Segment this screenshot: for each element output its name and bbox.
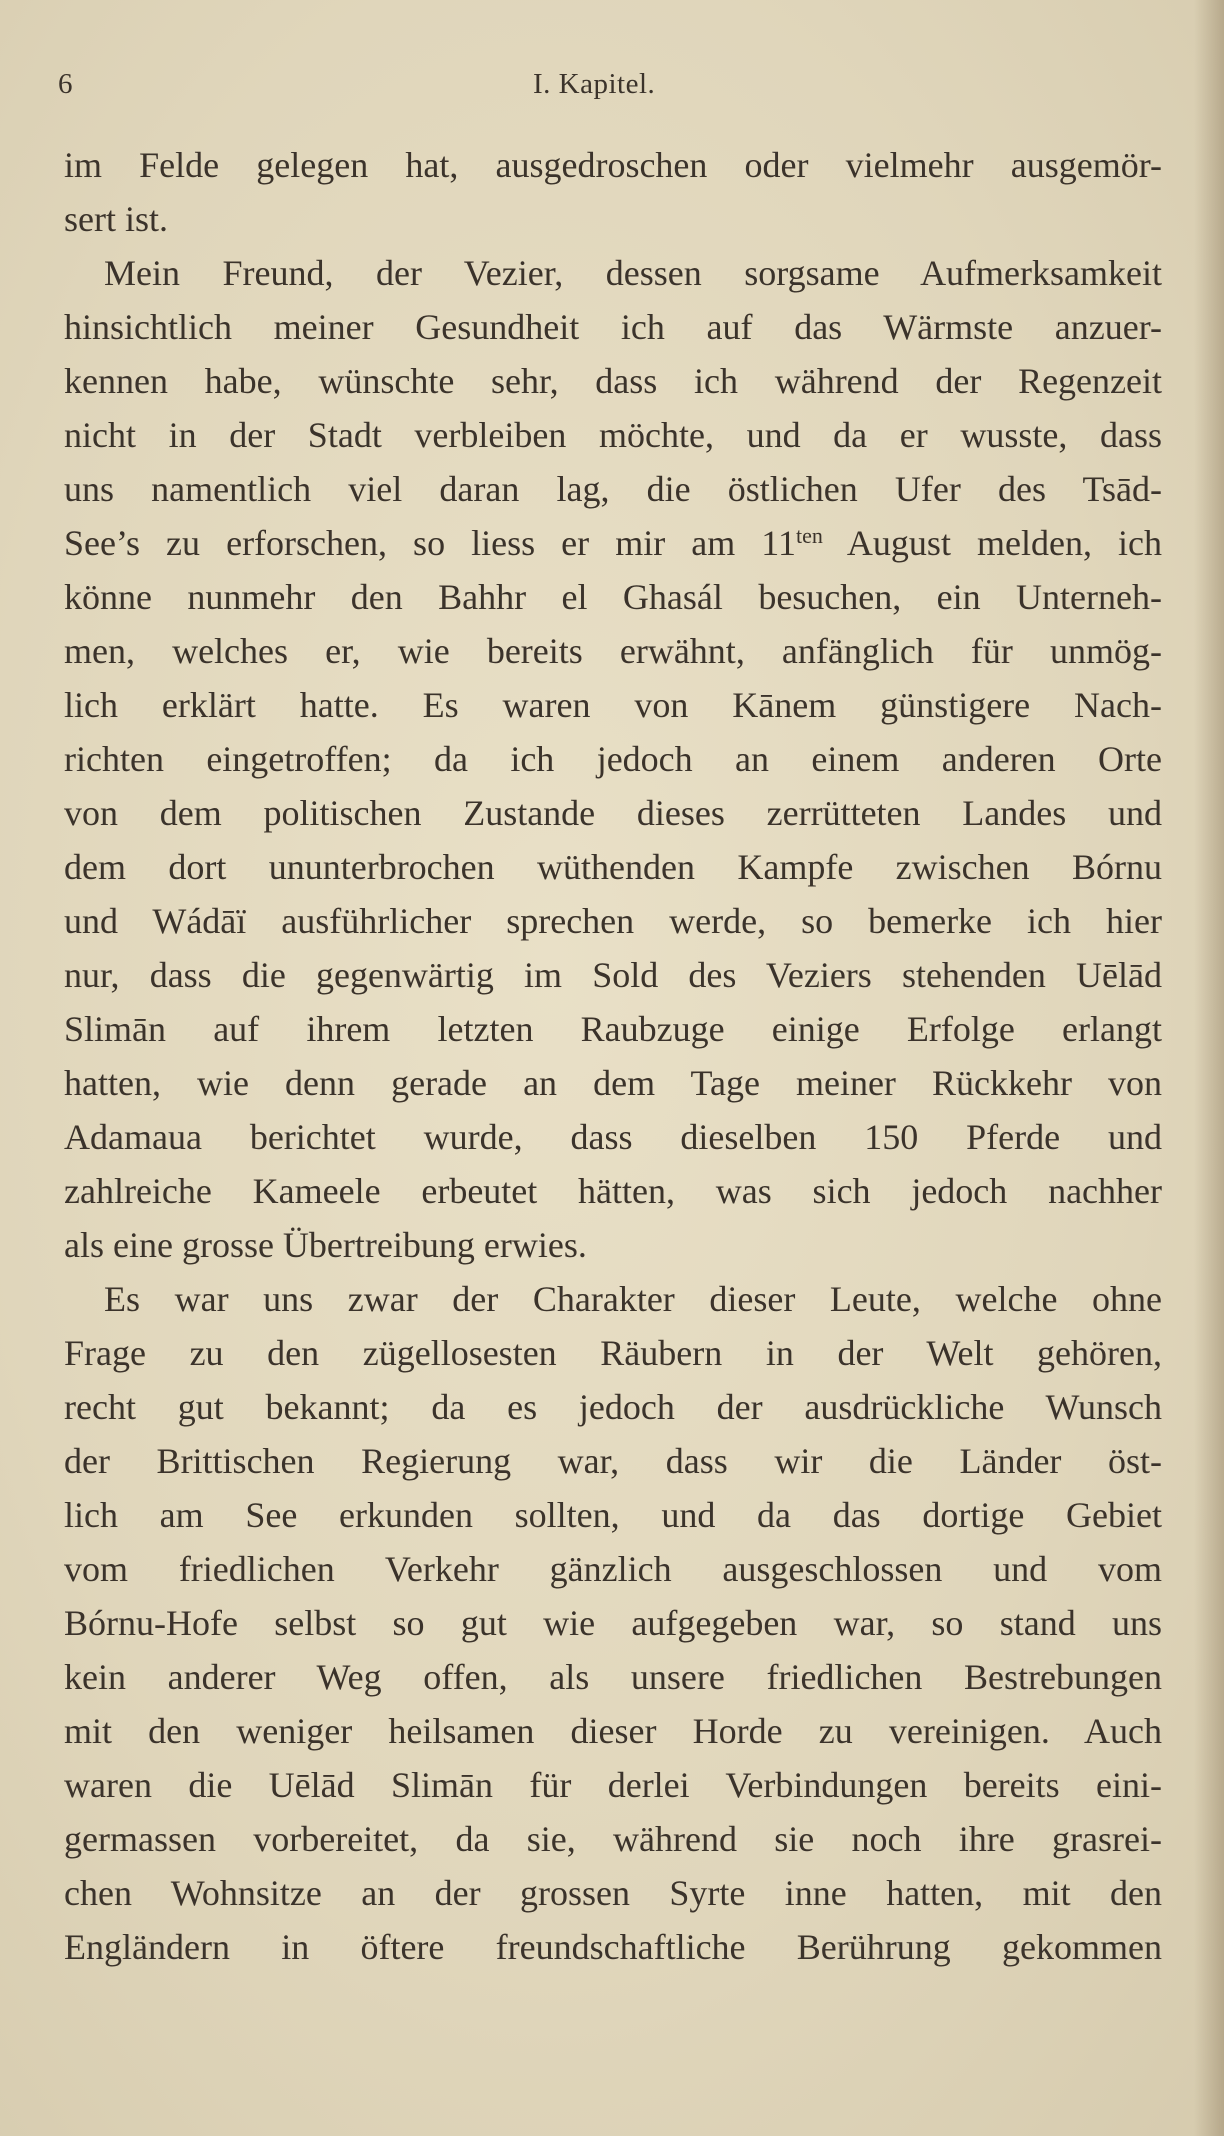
superscript: ten [795,523,823,548]
text-line: kennen habe, wünschte sehr, dass ich während der Regenzeit [64,361,1162,401]
text-line: lich erklärt hatte. Es waren von Kānem günstigere Nach- [64,685,1162,725]
text-line: hinsichtlich meiner Gesundheit ich auf das Wärmste anzuer- [64,307,1162,347]
text-line: mit den weniger heilsamen dieser Horde zu vereinigen. Auch [64,1711,1162,1751]
text-line: der Brittischen Regierung war, dass wir die Länder öst- [64,1441,1162,1481]
text-line-part: See’s zu erforschen, so liess er mir am 11 [64,523,796,563]
text-line: Mein Freund, der Vezier, dessen sorgsame Aufmerksamkeit [104,253,1162,293]
body-text [64,138,1162,1974]
text-line: und Wádāï ausführlicher sprechen werde, so bemerke ich hier [64,901,1162,941]
text-line: lich am See erkunden sollten, und da das dortige Gebiet [64,1495,1162,1535]
text-line: men, welches er, wie bereits erwähnt, anfänglich für unmög- [64,631,1162,671]
text-line: nicht in der Stadt verbleiben möchte, und da er wusste, dass [64,415,1162,455]
text-line: zahlreiche Kameele erbeutet hätten, was sich jedoch nachher [64,1171,1162,1211]
text-line: sert ist. [64,199,168,239]
text-line: vom friedlichen Verkehr gänzlich ausgeschlossen und vom [64,1549,1162,1589]
page-edge-shadow [1194,0,1224,2136]
text-line: von dem politischen Zustande dieses zerrütteten Landes und [64,793,1162,833]
text-line: chen Wohnsitze an der grossen Syrte inne hatten, mit den [64,1873,1162,1913]
text-line: hatten, wie denn gerade an dem Tage meiner Rückkehr von [64,1063,1162,1103]
text-line: dem dort ununterbrochen wüthenden Kampfe zwischen Bórnu [64,847,1162,887]
text-line: recht gut bekannt; da es jedoch der ausdrückliche Wunsch [64,1387,1162,1427]
text-line: kein anderer Weg offen, als unsere friedlichen Bestrebungen [64,1657,1162,1697]
text-line: Frage zu den zügellosesten Räubern in der Welt gehören, [64,1333,1162,1373]
text-line: Engländern in öftere freundschaftliche Berührung gekommen [64,1927,1162,1967]
text-line: nur, dass die gegenwärtig im Sold des Veziers stehenden Uēlād [64,955,1162,995]
text-line: Bórnu-Hofe selbst so gut wie aufgegeben war, so stand uns [64,1603,1162,1643]
text-line: germassen vorbereitet, da sie, während sie noch ihre grasrei- [64,1819,1162,1859]
text-line: im Felde gelegen hat, ausgedroschen oder vielmehr ausgemör- [64,145,1162,185]
text-line: waren die Uēlād Slimān für derlei Verbindungen bereits eini- [64,1765,1162,1805]
text-line: Adamaua berichtet wurde, dass dieselben 150 Pferde und [64,1117,1162,1157]
page-header [58,62,1158,106]
text-line: als eine grosse Übertreibung erwies. [64,1225,587,1265]
text-line: richten eingetroffen; da ich jedoch an einem anderen Orte [64,739,1162,779]
text-line-with-superscript [64,516,1162,570]
text-line: Slimān auf ihrem letzten Raubzuge einige Erfolge erlangt [64,1009,1162,1049]
running-head: I. Kapitel. [533,68,656,100]
page-number: 6 [58,68,73,100]
text-line: uns namentlich viel daran lag, die östlichen Ufer des Tsād- [64,469,1162,509]
text-line: könne nunmehr den Bahhr el Ghasál besuchen, ein Unterneh- [64,577,1162,617]
text-line-part: August melden, ich [822,523,1162,563]
text-line: Es war uns zwar der Charakter dieser Leute, welche ohne [104,1279,1162,1319]
